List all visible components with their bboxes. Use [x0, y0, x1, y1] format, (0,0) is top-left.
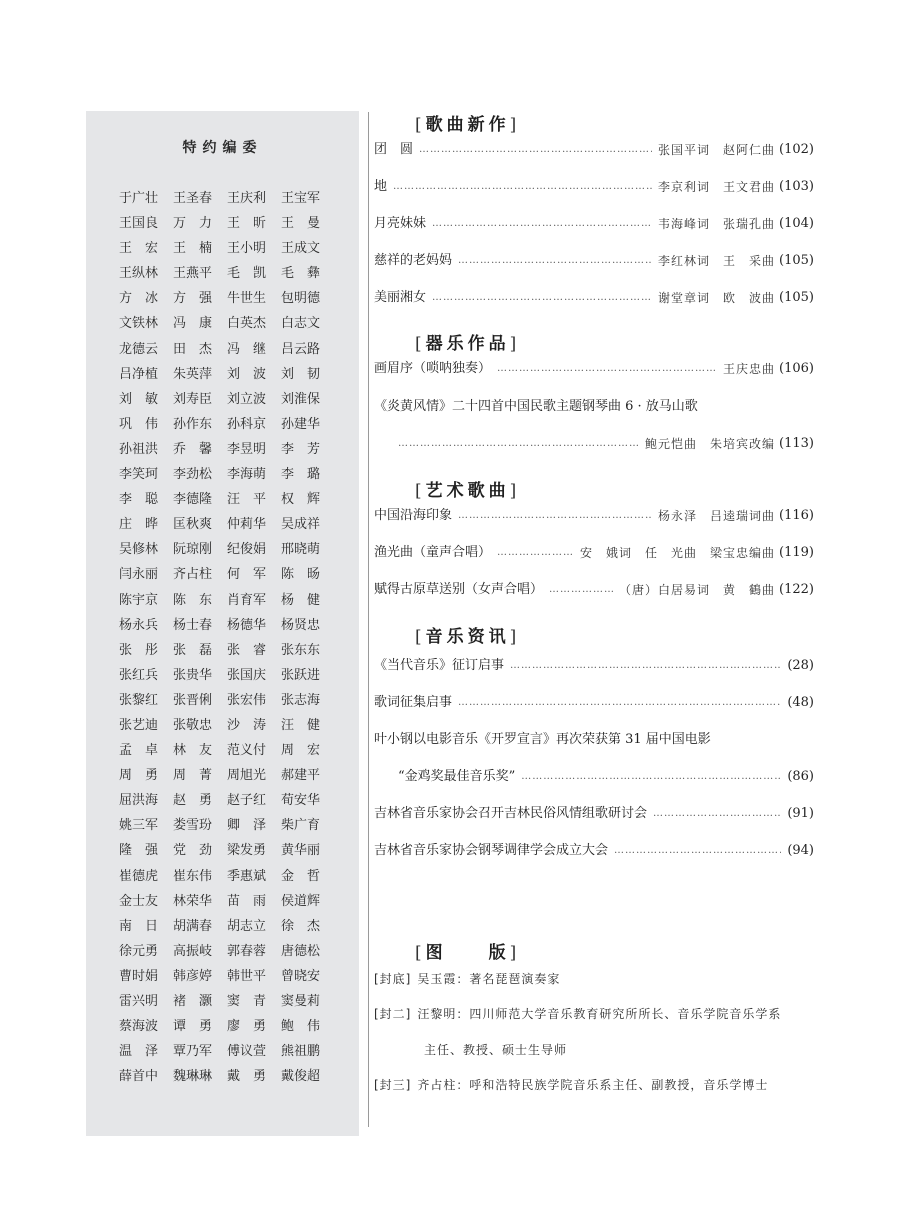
editor-name: 徐元勇	[119, 943, 159, 959]
editor-name: 张敬忠	[173, 717, 213, 733]
editor-name: 蔡海波	[119, 1019, 159, 1035]
entry-title: 《当代音乐》征订启事	[374, 658, 505, 673]
editor-name: 杨 健	[281, 592, 321, 608]
editor-name: 金 哲	[281, 868, 321, 884]
editor-name: 刘寿臣	[173, 391, 213, 407]
editor-name: 龙德云	[119, 341, 159, 357]
editor-name: 卿 泽	[227, 818, 267, 834]
entry-credit: 李红林词 王 采曲	[658, 254, 776, 268]
entry-title: 赋得古原草送别（女声合唱）	[374, 582, 544, 597]
editors-row	[119, 385, 359, 410]
editor-name: 杨贤忠	[281, 617, 321, 633]
editor-name: 张东东	[281, 642, 321, 658]
section-heading-new-songs: [歌曲新作]	[415, 115, 521, 135]
entry-credit: 李京利词 王文君曲	[658, 180, 776, 194]
editor-name: 雷兴明	[119, 994, 159, 1009]
entry-page: (122)	[779, 582, 814, 597]
entry-page: (48)	[787, 695, 814, 710]
editor-name: 张黎红	[119, 692, 159, 708]
editor-name: 陈宇京	[119, 592, 159, 608]
entry-page: (103)	[779, 179, 814, 194]
leader-dots	[432, 213, 652, 235]
leader-dots	[458, 692, 781, 714]
editor-name: 李海萌	[227, 467, 267, 483]
editor-name: 鲍 伟	[281, 1019, 321, 1035]
editor-name: 戴 勇	[227, 1069, 267, 1085]
editor-name: 杨永兵	[119, 617, 159, 633]
entry-page: (28)	[787, 658, 814, 673]
leader-dots	[497, 542, 574, 564]
toc-entry[interactable]	[374, 542, 814, 564]
entry-title: 美丽湘女	[374, 290, 427, 305]
entry-page: (113)	[779, 436, 814, 451]
entry-credit: 韦海峰词 张瑞孔曲	[658, 217, 776, 231]
entry-page: (116)	[779, 508, 814, 523]
editor-name: 韩彦婷	[173, 968, 213, 984]
editors-row	[119, 1012, 359, 1037]
editor-name: 文铁林	[119, 316, 159, 332]
editor-name: 党 劲	[173, 843, 213, 859]
editor-name: 沙 涛	[227, 717, 267, 733]
toc-entry[interactable]	[374, 803, 814, 825]
editor-name: 周 勇	[119, 768, 159, 784]
editor-name: 戴俊超	[281, 1069, 321, 1085]
section-heading-instrumental: [器乐作品]	[415, 334, 521, 354]
editor-name: 毛 彝	[281, 266, 321, 282]
editor-name: 孙科京	[227, 416, 267, 432]
editor-name: 毛 凯	[227, 266, 267, 282]
editors-row	[119, 435, 359, 460]
editors-row	[119, 811, 359, 836]
editors-row	[119, 510, 359, 535]
editors-row	[119, 209, 359, 234]
editor-name: 王国良	[119, 216, 159, 232]
leader-dots	[510, 655, 781, 677]
plate-entry	[374, 1005, 781, 1022]
editor-name: 褚 灏	[173, 994, 213, 1009]
editor-name: 吕云路	[281, 341, 321, 357]
editors-row	[119, 1037, 359, 1062]
editors-row	[119, 560, 359, 585]
toc-entry[interactable]	[374, 250, 814, 272]
editor-name: 匡秋爽	[173, 517, 213, 533]
editor-name: 刘 波	[227, 366, 267, 382]
editors-row	[119, 535, 359, 560]
entry-page: (86)	[787, 769, 814, 784]
entry-title: 团 圆	[374, 142, 414, 157]
editors-row	[119, 661, 359, 686]
editor-name: 曾晓安	[281, 968, 321, 984]
editor-name: 孙祖洪	[119, 441, 159, 457]
editors-row	[119, 836, 359, 861]
entry-page: (102)	[779, 142, 814, 157]
leader-dots	[614, 840, 781, 862]
editors-row	[119, 862, 359, 887]
entry-title: 《炎黄风情》二十四首中国民歌主题钢琴曲 6 · 放马山歌	[374, 399, 698, 414]
entry-page: (106)	[779, 361, 814, 376]
editor-name: 周旭光	[227, 768, 267, 784]
editors-row	[119, 711, 359, 736]
entry-page: (104)	[779, 216, 814, 231]
plate-entry	[374, 970, 560, 987]
editor-name: 魏琳琳	[173, 1069, 213, 1085]
editor-name: 牛世生	[227, 291, 267, 307]
editor-name: 王 昕	[227, 216, 267, 232]
editors-row	[119, 309, 359, 334]
editor-name: 吕净植	[119, 366, 159, 382]
editor-name: 权 辉	[281, 492, 321, 508]
editor-name: 林 友	[173, 743, 213, 759]
entry-title: 画眉序（唢呐独奏）	[374, 361, 492, 376]
editor-name: 张 睿	[227, 642, 267, 658]
editor-name: 吴修林	[119, 542, 159, 558]
editor-name: 谭 勇	[173, 1019, 213, 1035]
entry-page: (91)	[787, 806, 814, 821]
editor-name: 仲莉华	[227, 517, 267, 533]
editor-name: 李笑珂	[119, 467, 159, 483]
editor-name: 张艺迪	[119, 717, 159, 733]
leader-dots	[398, 433, 639, 455]
editors-row	[119, 987, 359, 1012]
entry-title: 慈祥的老妈妈	[374, 253, 453, 268]
editor-name: 曹时娟	[119, 968, 159, 984]
editor-name: 范义付	[227, 743, 267, 759]
editor-name: 唐德松	[281, 943, 321, 959]
editor-name: 杨德华	[227, 617, 267, 633]
editor-name: 王宝军	[281, 191, 321, 206]
toc-entry[interactable]	[374, 692, 814, 714]
entry-title: 渔光曲（童声合唱）	[374, 545, 492, 560]
toc-entry[interactable]	[374, 176, 814, 198]
plate-entry	[374, 1076, 768, 1093]
editors-row	[119, 259, 359, 284]
plate-tag: [封三]	[374, 1078, 412, 1092]
editor-name: 李昱明	[227, 441, 267, 457]
editors-row	[119, 360, 359, 385]
toc-entry[interactable]	[374, 655, 814, 677]
leader-dots	[458, 505, 652, 527]
entry-title: 吉林省音乐家协会召开吉林民俗风情组歌研讨会	[374, 806, 648, 821]
editor-name: 汪 平	[227, 492, 267, 508]
editors-row	[119, 887, 359, 912]
editor-name: 王燕平	[173, 266, 213, 282]
editor-name: 纪俊娟	[227, 542, 267, 558]
editor-name: 崔德虎	[119, 868, 159, 884]
entry-credit: （唐）白居易词 黄 鶴曲	[619, 583, 776, 597]
toc-entry[interactable]	[374, 505, 814, 527]
editors-row	[119, 184, 359, 209]
editor-name: 何 军	[227, 567, 267, 583]
editor-name: 万 力	[173, 216, 213, 232]
editor-name: 柴广育	[281, 818, 321, 834]
editor-name: 田 杰	[173, 341, 213, 357]
editor-name: 廖 勇	[227, 1019, 267, 1035]
editor-name: 薛首中	[119, 1069, 159, 1085]
entry-page: (119)	[779, 545, 814, 560]
entry-credit: 杨永泽 吕逵瑞词曲	[658, 509, 776, 523]
toc-entry[interactable]	[374, 139, 814, 161]
editor-name: 覃乃军	[173, 1044, 213, 1060]
editor-name: 金士友	[119, 893, 159, 909]
entry-credit: 鲍元恺曲 朱培宾改编	[645, 437, 776, 451]
editor-name: 郭春蓉	[227, 943, 267, 959]
editor-name: 吴成祥	[281, 517, 321, 533]
editor-name: 苗 雨	[227, 893, 267, 909]
toc-entry[interactable]	[374, 396, 814, 418]
leader-dots	[521, 766, 781, 788]
entry-credit: 安 娥词 任 光曲 梁宝忠编曲	[580, 546, 776, 560]
editor-name: 白英杰	[227, 316, 267, 332]
plate-text: 齐占柱：呼和浩特民族学院音乐系主任、副教授，音乐学博士	[417, 1078, 769, 1092]
column-divider	[368, 112, 369, 1127]
editor-name: 高振岐	[173, 943, 213, 959]
entry-title: 中国沿海印象	[374, 508, 453, 523]
editor-name: 隆 强	[119, 843, 159, 859]
editor-name: 刘立波	[227, 391, 267, 407]
plate-tag: [封二]	[374, 1007, 412, 1021]
editor-name: 张宏伟	[227, 692, 267, 708]
editor-name: 张贵华	[173, 667, 213, 683]
editor-name: 赵 勇	[173, 793, 213, 809]
entry-credit: 王庆忠曲	[723, 362, 776, 376]
editor-name: 李 璐	[281, 467, 321, 483]
editor-name: 王庆利	[227, 191, 267, 206]
editor-name: 邢晓萌	[281, 542, 321, 558]
editor-name: 周 宏	[281, 743, 321, 759]
entry-credit: 张国平词 赵阿仁曲	[658, 143, 776, 157]
editors-row	[119, 962, 359, 987]
editor-name: 张 磊	[173, 642, 213, 658]
editor-name: 刘 韧	[281, 366, 321, 382]
editor-name: 齐占柱	[173, 567, 213, 583]
editor-name: 刘淮保	[281, 391, 321, 407]
editor-name: 冯 康	[173, 316, 213, 332]
editor-name: 阮琼刚	[173, 542, 213, 558]
editor-name: 郝建平	[281, 768, 321, 784]
toc-entry[interactable]	[374, 729, 814, 751]
editor-name: 崔东伟	[173, 868, 213, 884]
editors-row	[119, 736, 359, 761]
editors-row	[119, 761, 359, 786]
editor-name: 包明德	[281, 291, 321, 307]
editor-name: 温 泽	[119, 1044, 159, 1060]
toc-entry-continuation[interactable]	[398, 766, 814, 788]
editors-row	[119, 234, 359, 259]
editor-name: 张志海	[281, 692, 321, 708]
leader-dots	[393, 176, 652, 198]
editors-row	[119, 586, 359, 611]
editors-title: 特约编委	[182, 140, 263, 156]
leader-dots	[549, 579, 613, 601]
editors-row	[119, 937, 359, 962]
leader-dots	[419, 139, 652, 161]
editor-name: 陈 东	[173, 592, 213, 608]
plate-text: 汪黎明：四川师范大学音乐教育研究所所长、音乐学院音乐学系	[417, 1007, 782, 1021]
editor-name: 方 强	[173, 291, 213, 307]
plate-text: 吴玉霞：著名琵琶演奏家	[417, 972, 561, 986]
editor-name: 王纵林	[119, 266, 159, 282]
editor-name: 傅议萱	[227, 1044, 267, 1060]
editors-row	[119, 1062, 359, 1087]
editor-name: 杨士春	[173, 617, 213, 633]
editors-row	[119, 485, 359, 510]
editor-name: 张国庆	[227, 667, 267, 683]
section-heading-news: [音乐资讯]	[415, 627, 521, 647]
editor-name: 李德隆	[173, 492, 213, 508]
editor-name: 陈 旸	[281, 567, 321, 583]
editors-row	[119, 611, 359, 636]
editor-name: 窦 青	[227, 994, 267, 1009]
editor-name: 韩世平	[227, 968, 267, 984]
editor-name: 赵子红	[227, 793, 267, 809]
editor-name: 季惠斌	[227, 868, 267, 884]
leader-dots	[497, 358, 717, 380]
editor-name: 胡满春	[173, 918, 213, 934]
editor-name: 巩 伟	[119, 416, 159, 432]
entry-title: 歌词征集启事	[374, 695, 453, 710]
editor-name: 闫永丽	[119, 567, 159, 583]
toc-entry[interactable]	[374, 358, 814, 380]
editor-name: 孟 卓	[119, 743, 159, 759]
editor-name: 王小明	[227, 241, 267, 257]
editors-name-grid	[119, 184, 359, 1087]
editor-name: 孙作东	[173, 416, 213, 432]
toc-entry-continuation[interactable]	[398, 433, 814, 455]
editor-name: 王 楠	[173, 241, 213, 257]
editor-name: 张红兵	[119, 667, 159, 683]
leader-dots	[432, 287, 652, 309]
entry-page: (105)	[779, 253, 814, 268]
editor-name: 乔 馨	[173, 441, 213, 457]
editors-row	[119, 912, 359, 937]
editor-name: 窦曼莉	[281, 994, 321, 1009]
editor-name: 冯 继	[227, 341, 267, 357]
editor-name: 屈洪海	[119, 793, 159, 809]
section-heading-plates: [图 版]	[415, 943, 521, 963]
entry-title: 吉林省音乐家协会钢琴调律学会成立大会	[374, 843, 609, 858]
editor-name: 王圣春	[173, 191, 213, 206]
entry-credit: 谢堂章词 欧 波曲	[658, 291, 776, 305]
editor-name: 黄华丽	[281, 843, 321, 859]
editor-name: 王 宏	[119, 241, 159, 257]
leader-dots	[653, 803, 781, 825]
editor-name: 张 彤	[119, 642, 159, 658]
editor-name: 方 冰	[119, 291, 159, 307]
toc-entry[interactable]	[374, 579, 814, 601]
editor-name: 熊祖鹏	[281, 1044, 321, 1060]
editor-name: 李 芳	[281, 441, 321, 457]
editor-name: 张晋俐	[173, 692, 213, 708]
entry-page: (94)	[787, 843, 814, 858]
plate-tag: [封底]	[374, 972, 412, 986]
editor-name: 李 聪	[119, 492, 159, 508]
editor-name: 王 曼	[281, 216, 321, 232]
plate-entry-continuation	[424, 1041, 567, 1058]
plate-text: 主任、教授、硕士生导师	[424, 1043, 568, 1057]
editor-name: 姚三军	[119, 818, 159, 834]
editor-name: 朱英萍	[173, 366, 213, 382]
editor-name: 肖育军	[227, 592, 267, 608]
section-heading-art-songs: [艺术歌曲]	[415, 481, 521, 501]
editors-row	[119, 284, 359, 309]
editor-name: 于广壮	[119, 191, 159, 206]
entry-title: 地	[374, 179, 388, 194]
editors-row	[119, 786, 359, 811]
editor-name: 周 菁	[173, 768, 213, 784]
editors-row	[119, 636, 359, 661]
entry-page: (105)	[779, 290, 814, 305]
editor-name: 徐 杰	[281, 918, 321, 934]
editors-row	[119, 335, 359, 360]
editor-name: 李劲松	[173, 467, 213, 483]
editor-name: 王成文	[281, 241, 321, 257]
editor-name: 梁发勇	[227, 843, 267, 859]
toc-entry[interactable]	[374, 840, 814, 862]
editor-name: 汪 健	[281, 717, 321, 733]
editor-name: 刘 敏	[119, 391, 159, 407]
editor-name: 娄雪玢	[173, 818, 213, 834]
editor-name: 南 日	[119, 918, 159, 934]
editor-name: 荀安华	[281, 793, 321, 809]
entry-title: 月亮妹妹	[374, 216, 427, 231]
entry-title: “金鸡奖最佳音乐奖”	[398, 769, 516, 784]
editors-row	[119, 686, 359, 711]
editor-name: 胡志立	[227, 918, 267, 934]
editor-name: 张跃进	[281, 667, 321, 683]
entry-title: 叶小钢以电影音乐《开罗宣言》再次荣获第 31 届中国电影	[374, 732, 711, 747]
editor-name: 白志文	[281, 316, 321, 332]
leader-dots	[458, 250, 652, 272]
toc-entry[interactable]	[374, 287, 814, 309]
editors-row	[119, 410, 359, 435]
editors-row	[119, 460, 359, 485]
editor-name: 侯道辉	[281, 893, 321, 909]
editor-name: 林荣华	[173, 893, 213, 909]
editor-name: 庄 晔	[119, 517, 159, 533]
editor-name: 孙建华	[281, 416, 321, 432]
toc-entry[interactable]	[374, 213, 814, 235]
